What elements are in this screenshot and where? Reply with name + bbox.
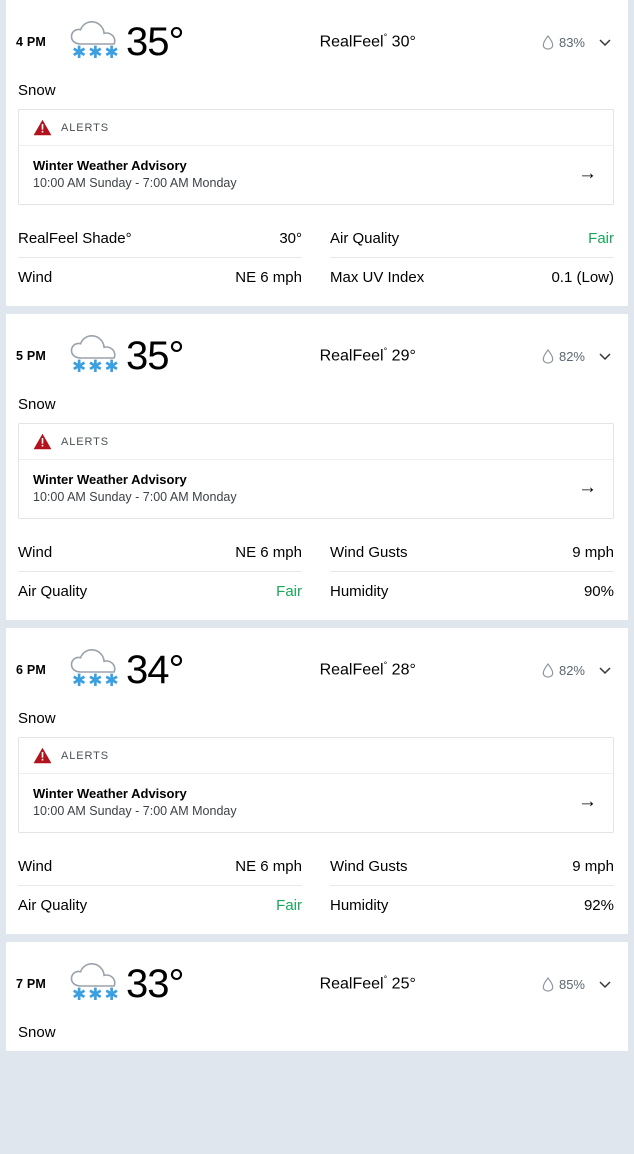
alert-arrow-icon[interactable]: →: [578, 163, 597, 184]
realfeel-trademark: °: [383, 974, 388, 985]
detail-label: Air Quality: [18, 583, 88, 600]
alert-header: [19, 110, 613, 146]
condition-text: Snow: [18, 1024, 56, 1041]
snow-weather-icon: [64, 328, 124, 384]
alert-period: 10:00 AM Sunday - 7:00 AM Monday: [33, 176, 237, 190]
detail-grid: [6, 533, 628, 610]
realfeel-value: 28°: [391, 661, 416, 679]
realfeel-temperature: [184, 974, 542, 993]
water-drop-icon: [542, 663, 554, 678]
hour-label: 7 PM: [16, 977, 46, 991]
condition-text: Snow: [18, 710, 56, 727]
alert-triangle-icon: [33, 747, 52, 764]
detail-column-left: [18, 219, 316, 296]
detail-label: Air Quality: [18, 897, 88, 914]
detail-value: Fair: [276, 583, 302, 600]
detail-label: Max UV Index: [330, 269, 425, 286]
snow-weather-icon: [64, 642, 124, 698]
precipitation-probability: [542, 347, 614, 365]
detail-row: [330, 533, 614, 572]
realfeel-trademark: °: [383, 660, 388, 671]
realfeel-label: RealFeel: [319, 661, 384, 679]
snowflake-icons: ✱✱✱: [72, 357, 121, 376]
snow-weather-icon: [64, 956, 124, 1012]
detail-value: NE 6 mph: [235, 858, 302, 875]
detail-row: [330, 886, 614, 924]
hourly-card-header[interactable]: [6, 314, 628, 388]
hour-label: 6 PM: [16, 663, 46, 677]
hourly-card-header[interactable]: [6, 942, 628, 1016]
alert-body[interactable]: [19, 460, 613, 518]
snowflake-icons: ✱✱✱: [72, 985, 121, 1004]
condition-text: Snow: [18, 82, 56, 99]
realfeel-value: 30°: [391, 33, 416, 51]
detail-value: NE 6 mph: [235, 544, 302, 561]
precipitation-value: 85%: [558, 976, 585, 992]
condition-text: Snow: [18, 396, 56, 413]
detail-label: Air Quality: [330, 230, 400, 247]
detail-value: Fair: [276, 897, 302, 914]
weather-alert-card[interactable]: [18, 109, 614, 205]
hourly-card-header[interactable]: [6, 0, 628, 74]
realfeel-value: 25°: [391, 975, 416, 993]
alert-arrow-icon[interactable]: →: [578, 791, 597, 812]
weather-alert-card[interactable]: [18, 737, 614, 833]
alert-period: 10:00 AM Sunday - 7:00 AM Monday: [33, 804, 237, 818]
snow-weather-icon: [64, 14, 124, 70]
realfeel-trademark: °: [383, 32, 388, 43]
alert-arrow-icon[interactable]: →: [578, 477, 597, 498]
card-bottom-padding: [6, 610, 628, 620]
realfeel-label: RealFeel: [319, 347, 384, 365]
detail-label: RealFeel Shade°: [18, 230, 132, 247]
detail-label: Wind Gusts: [330, 544, 408, 561]
alert-header-label: ALERTS: [61, 435, 109, 448]
detail-row: [18, 533, 302, 572]
detail-grid: [6, 219, 628, 296]
detail-row: [330, 258, 614, 296]
hourly-card[interactable]: [6, 942, 628, 1051]
realfeel-temperature: [184, 660, 542, 679]
card-bottom-padding: [6, 296, 628, 306]
detail-value: 30°: [279, 230, 302, 247]
water-drop-icon: [542, 349, 554, 364]
detail-label: Wind: [18, 544, 53, 561]
detail-column-left: [18, 533, 316, 610]
card-bottom-padding: [6, 924, 628, 934]
realfeel-label: RealFeel: [319, 975, 384, 993]
detail-column-left: [18, 847, 316, 924]
weather-alert-card[interactable]: [18, 423, 614, 519]
realfeel-value: 29°: [391, 347, 416, 365]
detail-value: 9 mph: [572, 858, 614, 875]
alert-period: 10:00 AM Sunday - 7:00 AM Monday: [33, 490, 237, 504]
alert-text: [33, 472, 578, 504]
detail-row: [18, 572, 302, 610]
chevron-down-icon[interactable]: [596, 661, 614, 679]
hourly-card[interactable]: [6, 314, 628, 620]
precipitation-value: 83%: [558, 34, 585, 50]
alert-triangle-icon: [33, 119, 52, 136]
alert-header-label: ALERTS: [61, 749, 109, 762]
precipitation-probability: [542, 661, 614, 679]
chevron-down-icon[interactable]: [596, 347, 614, 365]
hour-label: 4 PM: [16, 35, 46, 49]
snowflake-icons: ✱✱✱: [72, 671, 121, 690]
alert-title: Winter Weather Advisory: [33, 472, 187, 487]
detail-row: [18, 219, 302, 258]
precipitation-value: 82%: [558, 662, 585, 678]
detail-row: [18, 847, 302, 886]
chevron-down-icon[interactable]: [596, 975, 614, 993]
detail-value: NE 6 mph: [235, 269, 302, 286]
detail-row: [330, 572, 614, 610]
hourly-card[interactable]: [6, 0, 628, 306]
detail-column-right: [316, 847, 614, 924]
realfeel-temperature: [184, 346, 542, 365]
detail-value: 9 mph: [572, 544, 614, 561]
hourly-card[interactable]: [6, 628, 628, 934]
alert-header: [19, 424, 613, 460]
alert-body[interactable]: [19, 774, 613, 832]
precipitation-probability: [542, 975, 614, 993]
temperature: 35°: [126, 334, 184, 378]
water-drop-icon: [542, 977, 554, 992]
detail-value: 92%: [583, 897, 614, 914]
detail-row: [330, 219, 614, 258]
realfeel-label: RealFeel: [319, 33, 384, 51]
detail-grid: [6, 847, 628, 924]
snowflake-icons: ✱✱✱: [72, 43, 121, 62]
detail-label: Humidity: [330, 897, 389, 914]
realfeel-trademark: °: [383, 346, 388, 357]
realfeel-temperature: [184, 32, 542, 51]
precipitation-value: 82%: [558, 348, 585, 364]
alert-text: [33, 158, 578, 190]
detail-value: Fair: [588, 230, 614, 247]
alert-text: [33, 786, 578, 818]
alert-header-label: ALERTS: [61, 121, 109, 134]
alert-triangle-icon: [33, 433, 52, 450]
alert-body[interactable]: [19, 146, 613, 204]
detail-value: 0.1 (Low): [551, 269, 614, 286]
detail-row: [330, 847, 614, 886]
temperature: 33°: [126, 962, 184, 1006]
detail-row: [18, 886, 302, 924]
alert-header: [19, 738, 613, 774]
detail-column-right: [316, 533, 614, 610]
hour-label: 5 PM: [16, 349, 46, 363]
detail-row: [18, 258, 302, 296]
water-drop-icon: [542, 35, 554, 50]
detail-label: Wind: [18, 269, 53, 286]
temperature: 34°: [126, 648, 184, 692]
temperature: 35°: [126, 20, 184, 64]
precipitation-probability: [542, 33, 614, 51]
chevron-down-icon[interactable]: [596, 33, 614, 51]
hourly-card-header[interactable]: [6, 628, 628, 702]
detail-column-right: [316, 219, 614, 296]
detail-value: 90%: [583, 583, 614, 600]
detail-label: Humidity: [330, 583, 389, 600]
alert-title: Winter Weather Advisory: [33, 786, 187, 801]
detail-label: Wind: [18, 858, 53, 875]
alert-title: Winter Weather Advisory: [33, 158, 187, 173]
detail-label: Wind Gusts: [330, 858, 408, 875]
